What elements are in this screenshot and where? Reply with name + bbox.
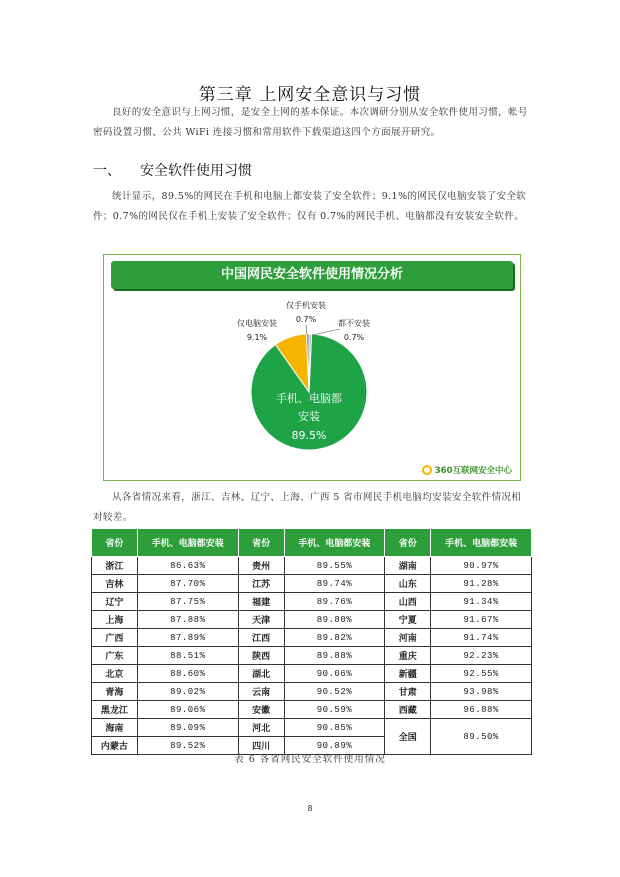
table-row [92, 647, 532, 665]
table-caption: 表 6 各省网民安全软件使用情况 [234, 754, 386, 765]
slice-label-phone-only: 仅手机安装 [286, 301, 326, 310]
section-number: 一、 [93, 163, 121, 179]
province-cell: 上海 [92, 611, 138, 629]
province-cell: 云南 [238, 683, 284, 701]
value-cell: 91.74% [431, 629, 532, 647]
value-cell: 92.23% [431, 647, 532, 665]
value-cell: 87.88% [137, 611, 238, 629]
value-cell: 89.52% [137, 737, 238, 755]
leader-line [306, 325, 307, 335]
value-cell: 90.85% [284, 719, 385, 737]
pie-chart [104, 255, 520, 480]
value-cell: 87.75% [137, 593, 238, 611]
slice-value-none: 0.7% [343, 333, 365, 342]
header-both-installed: 手机、电脑都安装 [284, 529, 385, 557]
value-cell: 90.89% [284, 737, 385, 755]
slice-label-none: 都不安装 [338, 319, 370, 328]
province-cell: 青海 [92, 683, 138, 701]
table-row [92, 575, 532, 593]
province-cell: 宁夏 [385, 611, 431, 629]
value-cell: 93.98% [431, 683, 532, 701]
value-cell: 96.88% [431, 701, 532, 719]
province-cell: 河南 [385, 629, 431, 647]
province-cell: 安徽 [238, 701, 284, 719]
header-province: 省份 [92, 529, 138, 557]
value-cell: 91.34% [431, 593, 532, 611]
province-table [91, 528, 532, 755]
logo-icon [422, 465, 432, 475]
value-cell: 87.70% [137, 575, 238, 593]
header-both-installed: 手机、电脑都安装 [431, 529, 532, 557]
province-cell: 北京 [92, 665, 138, 683]
table-row [92, 683, 532, 701]
source-logo [422, 464, 512, 476]
section-paragraph: 统计显示，89.5%的网民在手机和电脑上都安装了安全软件；9.1%的网民仅电脑安装了安全软件；0.7%的网民仅在手机上安装了安全软件；仅有 0.7%的网民手机、电脑都没有安装安全软件。 [93, 191, 527, 222]
section-title: 安全软件使用习惯 [140, 163, 252, 179]
table-row [92, 593, 532, 611]
value-cell: 88.60% [137, 665, 238, 683]
province-cell: 黑龙江 [92, 701, 138, 719]
value-cell: 89.88% [284, 647, 385, 665]
chart-title: 中国网民安全软件使用情况分析 [111, 261, 513, 289]
province-cell: 吉林 [92, 575, 138, 593]
value-cell: 89.06% [137, 701, 238, 719]
value-cell: 90.97% [431, 557, 532, 575]
chapter-title: 第三章 上网安全意识与习惯 [198, 85, 422, 105]
value-cell: 89.80% [284, 611, 385, 629]
province-cell: 广西 [92, 629, 138, 647]
province-cell: 湖南 [385, 557, 431, 575]
province-cell: 浙江 [92, 557, 138, 575]
province-cell: 西藏 [385, 701, 431, 719]
value-cell: 90.52% [284, 683, 385, 701]
table-row [92, 629, 532, 647]
table-header-row [92, 529, 532, 557]
province-cell: 陕西 [238, 647, 284, 665]
value-cell: 92.55% [431, 665, 532, 683]
province-cell: 江苏 [238, 575, 284, 593]
header-province: 省份 [385, 529, 431, 557]
value-cell: 91.28% [431, 575, 532, 593]
value-cell: 88.51% [137, 647, 238, 665]
province-cell: 海南 [92, 719, 138, 737]
pie-chart-figure [103, 254, 521, 481]
slice-value-pc-only: 9.1% [246, 333, 268, 342]
province-cell: 湖北 [238, 665, 284, 683]
value-cell: 89.09% [137, 719, 238, 737]
after-chart-paragraph: 从各省情况来看，浙江、吉林、辽宁、上海、广西 5 省市网民手机电脑均安装安全软件情况相对较差。 [93, 492, 522, 523]
table-row [92, 611, 532, 629]
section-heading [93, 160, 252, 180]
source-logo-text: 360互联网安全中心 [434, 466, 512, 476]
table-row [92, 701, 532, 719]
slice-value-phone-only: 0.7% [295, 315, 317, 324]
table-row [92, 557, 532, 575]
province-cell: 山东 [385, 575, 431, 593]
leader-line [312, 329, 340, 335]
value-cell: 89.74% [284, 575, 385, 593]
slice-label-both: 安装 [298, 410, 320, 423]
province-cell: 重庆 [385, 647, 431, 665]
slice-label-both: 手机、电脑都 [276, 392, 342, 405]
province-cell: 天津 [238, 611, 284, 629]
value-cell: 89.82% [284, 629, 385, 647]
province-cell: 广东 [92, 647, 138, 665]
province-cell: 福建 [238, 593, 284, 611]
page-number: 8 [307, 804, 313, 813]
table-row [92, 665, 532, 683]
province-cell: 辽宁 [92, 593, 138, 611]
national-label: 全国 [385, 719, 431, 755]
value-cell: 89.76% [284, 593, 385, 611]
intro-paragraph: 良好的安全意识与上网习惯，是安全上网的基本保证。本次调研分别从安全软件使用习惯，帐号密码设置习惯、公共 WiFi 连接习惯和常用软件下载渠道这四个方面展开研究。 [93, 107, 528, 138]
value-cell: 89.55% [284, 557, 385, 575]
national-value: 89.50% [431, 719, 532, 755]
slice-label-pc-only: 仅电脑安装 [237, 319, 277, 328]
value-cell: 89.02% [137, 683, 238, 701]
province-cell: 四川 [238, 737, 284, 755]
province-cell: 新疆 [385, 665, 431, 683]
province-cell: 贵州 [238, 557, 284, 575]
value-cell: 90.59% [284, 701, 385, 719]
header-province: 省份 [238, 529, 284, 557]
province-cell: 河北 [238, 719, 284, 737]
header-both-installed: 手机、电脑都安装 [137, 529, 238, 557]
value-cell: 87.89% [137, 629, 238, 647]
province-cell: 江西 [238, 629, 284, 647]
province-cell: 甘肃 [385, 683, 431, 701]
table-row [92, 719, 532, 737]
province-cell: 内蒙古 [92, 737, 138, 755]
value-cell: 86.63% [137, 557, 238, 575]
value-cell: 90.06% [284, 665, 385, 683]
province-cell: 山西 [385, 593, 431, 611]
slice-value-both: 89.5% [291, 429, 327, 442]
value-cell: 91.67% [431, 611, 532, 629]
